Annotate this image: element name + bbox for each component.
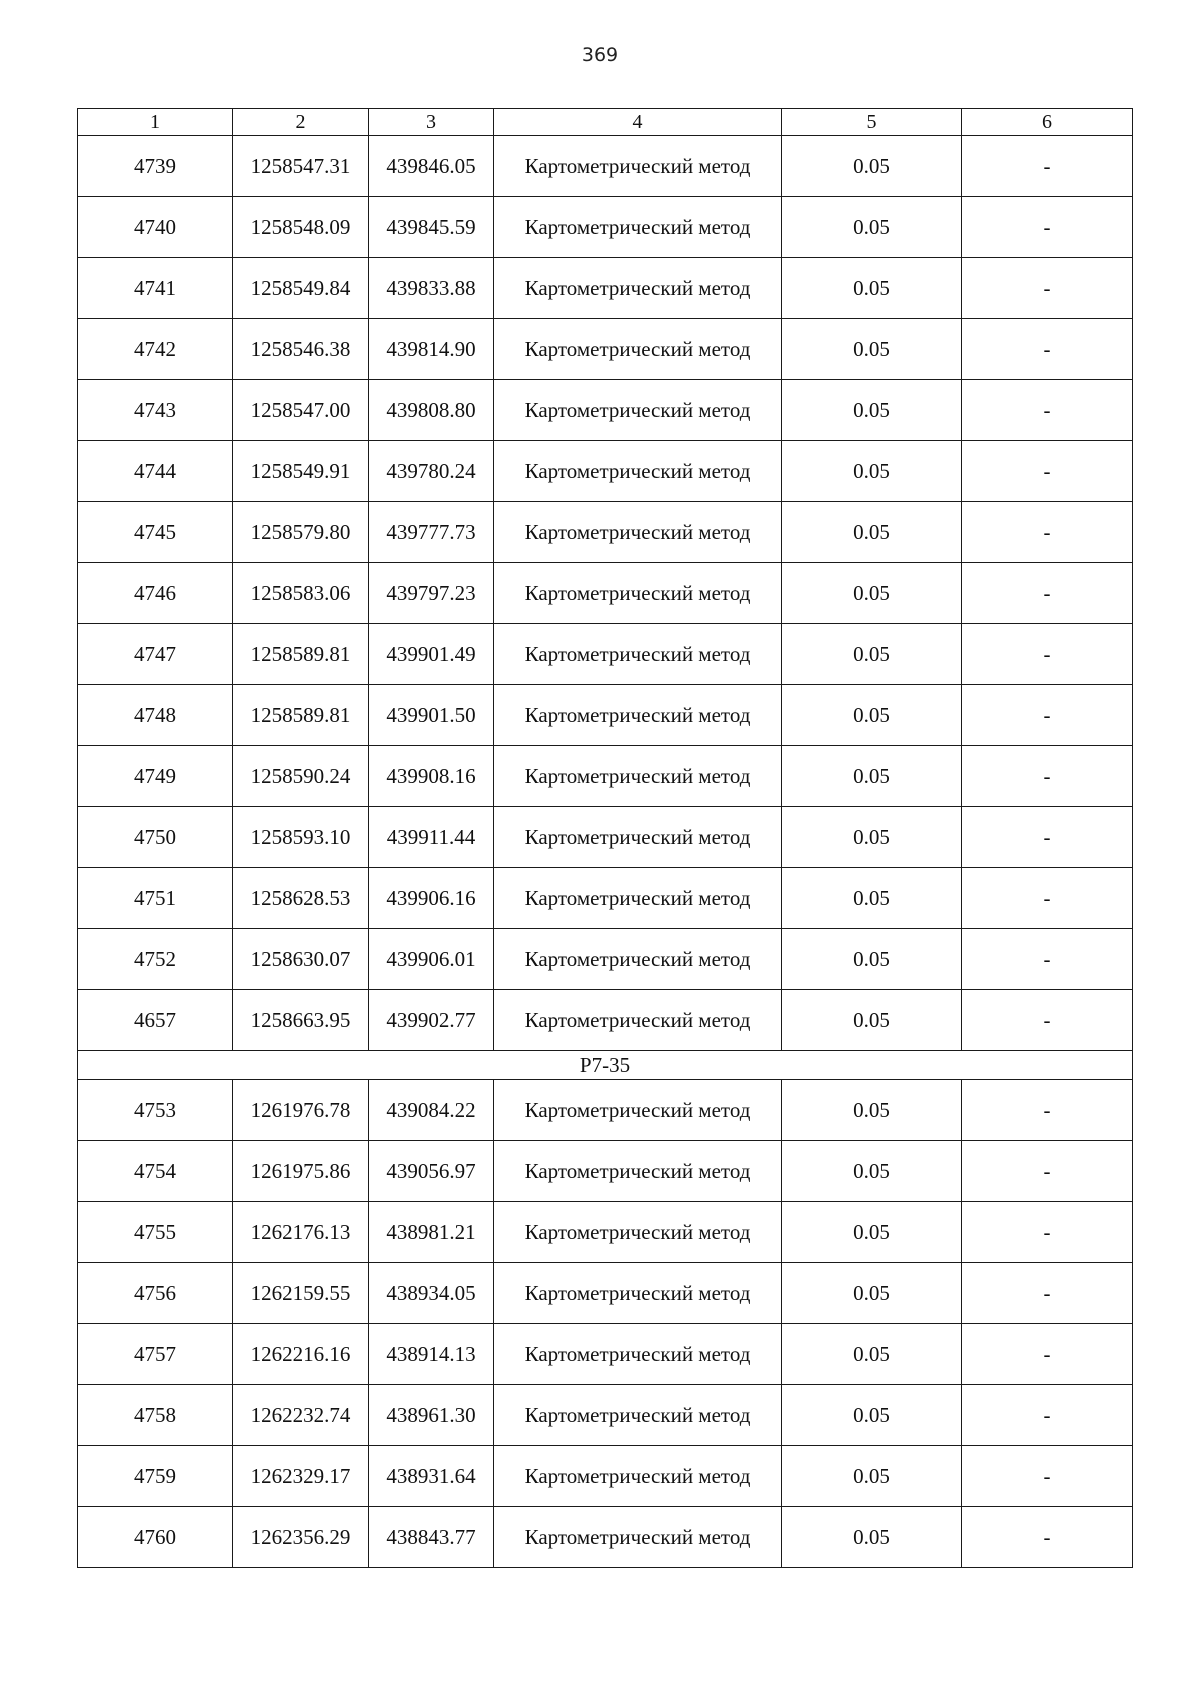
accuracy-cell: 0.05	[782, 807, 962, 868]
method-cell: Картометрический метод	[494, 990, 782, 1051]
table-row	[78, 1446, 1133, 1507]
y-coordinate-cell: 439797.23	[369, 563, 494, 624]
column-header-2: 2	[233, 109, 369, 136]
method-cell: Картометрический метод	[494, 1385, 782, 1446]
accuracy-cell: 0.05	[782, 1507, 962, 1568]
table-row	[78, 1202, 1133, 1263]
point-number-cell: 4742	[78, 319, 233, 380]
coordinates-table	[77, 108, 1133, 1568]
accuracy-cell: 0.05	[782, 1446, 962, 1507]
table-row	[78, 807, 1133, 868]
x-coordinate-cell: 1262329.17	[233, 1446, 369, 1507]
method-cell: Картометрический метод	[494, 746, 782, 807]
table-row	[78, 868, 1133, 929]
note-cell: -	[962, 258, 1133, 319]
table-row	[78, 624, 1133, 685]
column-header-6: 6	[962, 109, 1133, 136]
method-cell: Картометрический метод	[494, 136, 782, 197]
point-number-cell: 4753	[78, 1080, 233, 1141]
method-cell: Картометрический метод	[494, 868, 782, 929]
point-number-cell: 4744	[78, 441, 233, 502]
point-number-cell: 4745	[78, 502, 233, 563]
table-row	[78, 197, 1133, 258]
y-coordinate-cell: 439906.16	[369, 868, 494, 929]
accuracy-cell: 0.05	[782, 685, 962, 746]
table-row	[78, 1507, 1133, 1568]
note-cell: -	[962, 1263, 1133, 1324]
table-row	[78, 746, 1133, 807]
x-coordinate-cell: 1261975.86	[233, 1141, 369, 1202]
note-cell: -	[962, 197, 1133, 258]
page-number: 369	[581, 44, 619, 66]
x-coordinate-cell: 1258547.00	[233, 380, 369, 441]
y-coordinate-cell: 439901.50	[369, 685, 494, 746]
table-row	[78, 1324, 1133, 1385]
x-coordinate-cell: 1258547.31	[233, 136, 369, 197]
x-coordinate-cell: 1258589.81	[233, 624, 369, 685]
point-number-cell: 4740	[78, 197, 233, 258]
accuracy-cell: 0.05	[782, 1080, 962, 1141]
method-cell: Картометрический метод	[494, 929, 782, 990]
point-number-cell: 4748	[78, 685, 233, 746]
header-row	[78, 109, 1133, 136]
point-number-cell: 4755	[78, 1202, 233, 1263]
y-coordinate-cell: 439833.88	[369, 258, 494, 319]
y-coordinate-cell: 438961.30	[369, 1385, 494, 1446]
point-number-cell: 4754	[78, 1141, 233, 1202]
x-coordinate-cell: 1262176.13	[233, 1202, 369, 1263]
x-coordinate-cell: 1258549.91	[233, 441, 369, 502]
y-coordinate-cell: 438914.13	[369, 1324, 494, 1385]
accuracy-cell: 0.05	[782, 380, 962, 441]
note-cell: -	[962, 746, 1133, 807]
x-coordinate-cell: 1258628.53	[233, 868, 369, 929]
accuracy-cell: 0.05	[782, 868, 962, 929]
y-coordinate-cell: 439814.90	[369, 319, 494, 380]
method-cell: Картометрический метод	[494, 1446, 782, 1507]
point-number-cell: 4751	[78, 868, 233, 929]
point-number-cell: 4741	[78, 258, 233, 319]
note-cell: -	[962, 563, 1133, 624]
table-row	[78, 502, 1133, 563]
y-coordinate-cell: 439906.01	[369, 929, 494, 990]
accuracy-cell: 0.05	[782, 258, 962, 319]
table-row	[78, 1263, 1133, 1324]
accuracy-cell: 0.05	[782, 990, 962, 1051]
note-cell: -	[962, 1385, 1133, 1446]
y-coordinate-cell: 438843.77	[369, 1507, 494, 1568]
x-coordinate-cell: 1261976.78	[233, 1080, 369, 1141]
column-header-4: 4	[494, 109, 782, 136]
x-coordinate-cell: 1258590.24	[233, 746, 369, 807]
x-coordinate-cell: 1262159.55	[233, 1263, 369, 1324]
note-cell: -	[962, 136, 1133, 197]
method-cell: Картометрический метод	[494, 1141, 782, 1202]
note-cell: -	[962, 624, 1133, 685]
x-coordinate-cell: 1258546.38	[233, 319, 369, 380]
method-cell: Картометрический метод	[494, 1507, 782, 1568]
table-row	[78, 441, 1133, 502]
method-cell: Картометрический метод	[494, 685, 782, 746]
point-number-cell: 4756	[78, 1263, 233, 1324]
column-header-3: 3	[369, 109, 494, 136]
y-coordinate-cell: 439902.77	[369, 990, 494, 1051]
table-row	[78, 136, 1133, 197]
point-number-cell: 4752	[78, 929, 233, 990]
table-row	[78, 1385, 1133, 1446]
x-coordinate-cell: 1258548.09	[233, 197, 369, 258]
accuracy-cell: 0.05	[782, 1263, 962, 1324]
accuracy-cell: 0.05	[782, 502, 962, 563]
note-cell: -	[962, 868, 1133, 929]
table-row	[78, 929, 1133, 990]
y-coordinate-cell: 439901.49	[369, 624, 494, 685]
x-coordinate-cell: 1258583.06	[233, 563, 369, 624]
method-cell: Картометрический метод	[494, 258, 782, 319]
y-coordinate-cell: 439911.44	[369, 807, 494, 868]
y-coordinate-cell: 439845.59	[369, 197, 494, 258]
y-coordinate-cell: 439780.24	[369, 441, 494, 502]
point-number-cell: 4746	[78, 563, 233, 624]
point-number-cell: 4747	[78, 624, 233, 685]
method-cell: Картометрический метод	[494, 380, 782, 441]
x-coordinate-cell: 1258549.84	[233, 258, 369, 319]
method-cell: Картометрический метод	[494, 807, 782, 868]
table-row	[78, 380, 1133, 441]
method-cell: Картометрический метод	[494, 624, 782, 685]
note-cell: -	[962, 929, 1133, 990]
note-cell: -	[962, 380, 1133, 441]
table-row	[78, 258, 1133, 319]
table-row	[78, 319, 1133, 380]
accuracy-cell: 0.05	[782, 1141, 962, 1202]
note-cell: -	[962, 502, 1133, 563]
y-coordinate-cell: 439056.97	[369, 1141, 494, 1202]
accuracy-cell: 0.05	[782, 624, 962, 685]
x-coordinate-cell: 1262232.74	[233, 1385, 369, 1446]
accuracy-cell: 0.05	[782, 1324, 962, 1385]
note-cell: -	[962, 441, 1133, 502]
accuracy-cell: 0.05	[782, 929, 962, 990]
y-coordinate-cell: 439846.05	[369, 136, 494, 197]
note-cell: -	[962, 990, 1133, 1051]
table-row	[78, 563, 1133, 624]
column-header-1: 1	[78, 109, 233, 136]
point-number-cell: 4657	[78, 990, 233, 1051]
y-coordinate-cell: 439908.16	[369, 746, 494, 807]
accuracy-cell: 0.05	[782, 746, 962, 807]
y-coordinate-cell: 439808.80	[369, 380, 494, 441]
method-cell: Картометрический метод	[494, 1324, 782, 1385]
method-cell: Картометрический метод	[494, 441, 782, 502]
point-number-cell: 4749	[78, 746, 233, 807]
x-coordinate-cell: 1262216.16	[233, 1324, 369, 1385]
point-number-cell: 4757	[78, 1324, 233, 1385]
x-coordinate-cell: 1262356.29	[233, 1507, 369, 1568]
x-coordinate-cell: 1258589.81	[233, 685, 369, 746]
note-cell: -	[962, 1202, 1133, 1263]
method-cell: Картометрический метод	[494, 1080, 782, 1141]
table-row	[78, 1080, 1133, 1141]
accuracy-cell: 0.05	[782, 1202, 962, 1263]
accuracy-cell: 0.05	[782, 319, 962, 380]
y-coordinate-cell: 438931.64	[369, 1446, 494, 1507]
accuracy-cell: 0.05	[782, 197, 962, 258]
accuracy-cell: 0.05	[782, 441, 962, 502]
table-row	[78, 990, 1133, 1051]
note-cell: -	[962, 807, 1133, 868]
note-cell: -	[962, 1080, 1133, 1141]
point-number-cell: 4739	[78, 136, 233, 197]
section-title-row	[78, 1051, 1133, 1080]
y-coordinate-cell: 438934.05	[369, 1263, 494, 1324]
accuracy-cell: 0.05	[782, 563, 962, 624]
note-cell: -	[962, 319, 1133, 380]
method-cell: Картометрический метод	[494, 1202, 782, 1263]
method-cell: Картометрический метод	[494, 319, 782, 380]
table-row	[78, 685, 1133, 746]
note-cell: -	[962, 1324, 1133, 1385]
table-header	[78, 109, 1133, 136]
y-coordinate-cell: 438981.21	[369, 1202, 494, 1263]
point-number-cell: 4758	[78, 1385, 233, 1446]
x-coordinate-cell: 1258663.95	[233, 990, 369, 1051]
point-number-cell: 4750	[78, 807, 233, 868]
column-header-5: 5	[782, 109, 962, 136]
method-cell: Картометрический метод	[494, 563, 782, 624]
table-row	[78, 1141, 1133, 1202]
section-title: Р7-35	[78, 1051, 1133, 1080]
note-cell: -	[962, 1446, 1133, 1507]
point-number-cell: 4759	[78, 1446, 233, 1507]
method-cell: Картометрический метод	[494, 502, 782, 563]
accuracy-cell: 0.05	[782, 136, 962, 197]
accuracy-cell: 0.05	[782, 1385, 962, 1446]
note-cell: -	[962, 1141, 1133, 1202]
point-number-cell: 4760	[78, 1507, 233, 1568]
method-cell: Картометрический метод	[494, 1263, 782, 1324]
x-coordinate-cell: 1258630.07	[233, 929, 369, 990]
note-cell: -	[962, 685, 1133, 746]
x-coordinate-cell: 1258593.10	[233, 807, 369, 868]
table-body	[78, 136, 1133, 1568]
y-coordinate-cell: 439777.73	[369, 502, 494, 563]
point-number-cell: 4743	[78, 380, 233, 441]
x-coordinate-cell: 1258579.80	[233, 502, 369, 563]
y-coordinate-cell: 439084.22	[369, 1080, 494, 1141]
method-cell: Картометрический метод	[494, 197, 782, 258]
note-cell: -	[962, 1507, 1133, 1568]
